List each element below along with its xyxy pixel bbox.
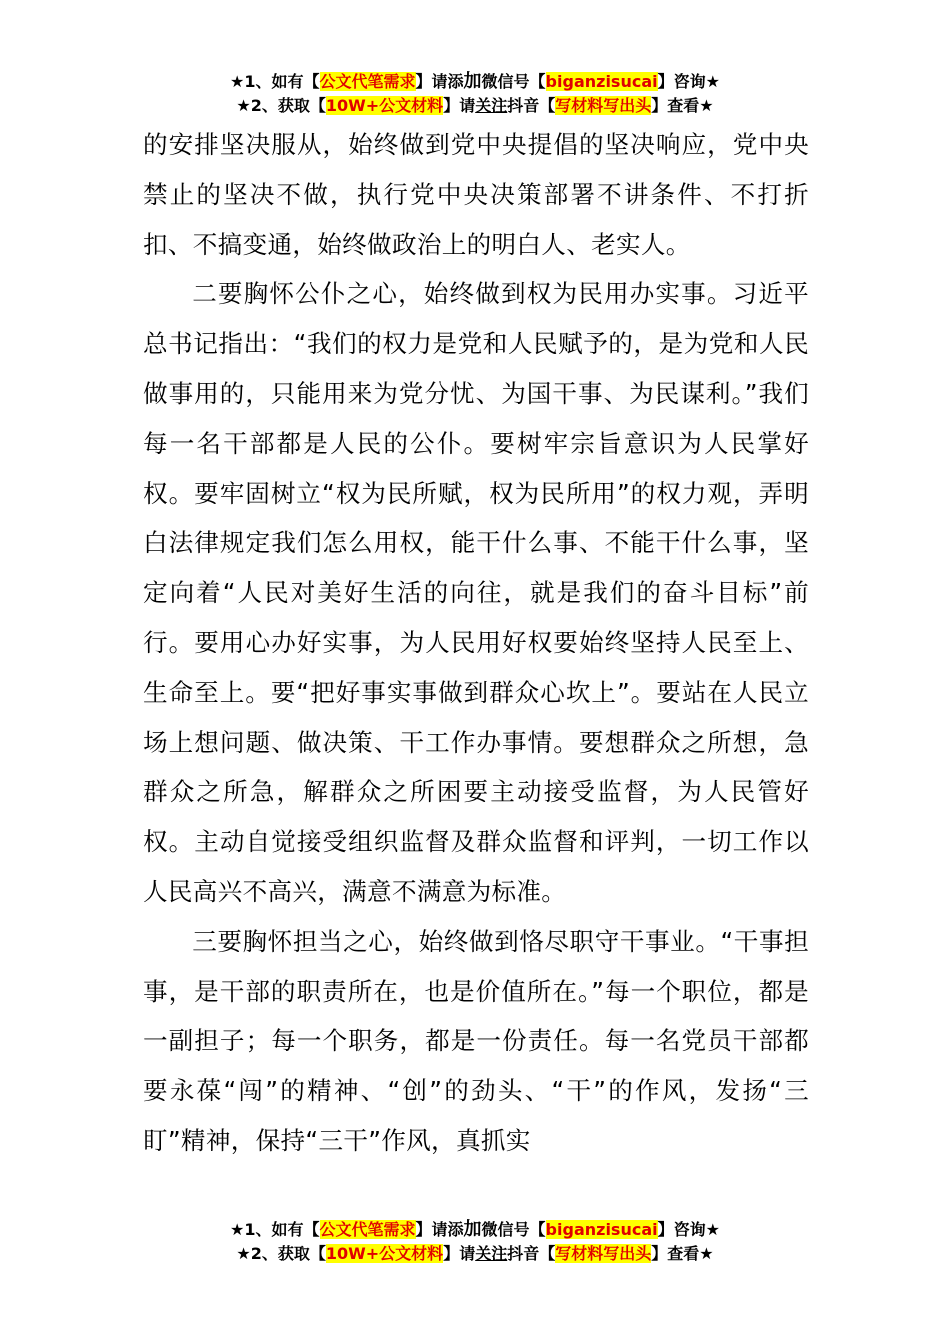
banner-text: 】查看★	[651, 1244, 714, 1263]
banner-emphasis: 加	[463, 1219, 482, 1240]
banner-line-2	[0, 1242, 950, 1266]
banner-text: ★2、获取【	[236, 96, 326, 115]
banner-text: ★1、如有【	[230, 72, 320, 91]
banner-emphasis: 关注	[475, 1244, 508, 1263]
banner-text: 微信号【	[481, 72, 546, 91]
banner-text: 】查看★	[651, 96, 714, 115]
banner-text: ★2、获取【	[236, 1244, 326, 1263]
banner-line-1	[0, 70, 950, 94]
banner-line-2	[0, 94, 950, 118]
banner-text: 】请添	[415, 1220, 464, 1239]
footer-banner	[0, 1218, 950, 1266]
banner-text: 】请	[443, 96, 476, 115]
banner-text: ★1、如有【	[230, 1220, 320, 1239]
banner-wechat-id: biganzisucai	[545, 1220, 658, 1239]
banner-text: 抖音【	[507, 1244, 556, 1263]
banner-text: 微信号【	[481, 1220, 546, 1239]
banner-line-1	[0, 1218, 950, 1242]
paragraph-public-servant: 二要胸怀公仆之心，始终做到权为民用办实事。习近平总书记指出：“我们的权力是党和人民赋予的，是为党和人民做事用的，只能用来为党分忧、为国干事、为民谋利。”我们每一名干部都是人民的公仆。要树牢宗旨意识为人民掌好权。要牢固树立“权为民所赋，权为民所用”的权力观，弄明白法律规定我们怎么用权，能干什么事、不能干什么事，坚定向着“人民对美好生活的向往，就是我们的奋斗目标”前行。要用心办好实事，为人民用好权要始终坚持人民至上、生命至上。要“把好事实事做到群众心坎上”。要站在人民立场上想问题、做决策、干工作办事情。要想群众之所想，急群众之所急，解群众之所困要主动接受监督，为人民管好权。主动自觉接受组织监督及群众监督和评判，一切工作以人民高兴不高兴，满意不满意为标准。	[143, 279, 809, 906]
banner-text: 】请	[443, 1244, 476, 1263]
banner-douyin-id: 写材料写出头	[555, 96, 652, 115]
banner-text: 】咨询★	[657, 1220, 720, 1239]
banner-text: 】请添	[415, 72, 464, 91]
banner-text: 】咨询★	[657, 72, 720, 91]
banner-douyin-id: 写材料写出头	[555, 1244, 652, 1263]
banner-wechat-id: biganzisucai	[545, 72, 658, 91]
paragraph-responsibility: 三要胸怀担当之心，始终做到恪尽职守干事业。“干事担事，是干部的职责所在，也是价值所在。”每一个职位，都是一副担子；每一个职务，都是一份责任。每一名党员干部都要永葆“闯”的精神、“创”的劲头、“干”的作风，发扬“三盯”精神，保持“三干”作风，真抓实	[143, 926, 809, 1155]
banner-highlight: 公文代笔需求	[319, 1220, 416, 1239]
banner-highlight: 10W+公文材料	[325, 96, 444, 115]
banner-emphasis: 关注	[475, 96, 508, 115]
banner-emphasis: 加	[463, 71, 482, 92]
document-body	[143, 120, 809, 1166]
banner-text: 抖音【	[507, 96, 556, 115]
banner-highlight: 10W+公文材料	[325, 1244, 444, 1263]
header-banner	[0, 70, 950, 118]
paragraph-continued: 的安排坚决服从，始终做到党中央提倡的坚决响应，党中央禁止的坚决不做，执行党中央决策部署不讲条件、不打折扣、不搞变通，始终做政治上的明白人、老实人。	[143, 130, 809, 259]
banner-highlight: 公文代笔需求	[319, 72, 416, 91]
